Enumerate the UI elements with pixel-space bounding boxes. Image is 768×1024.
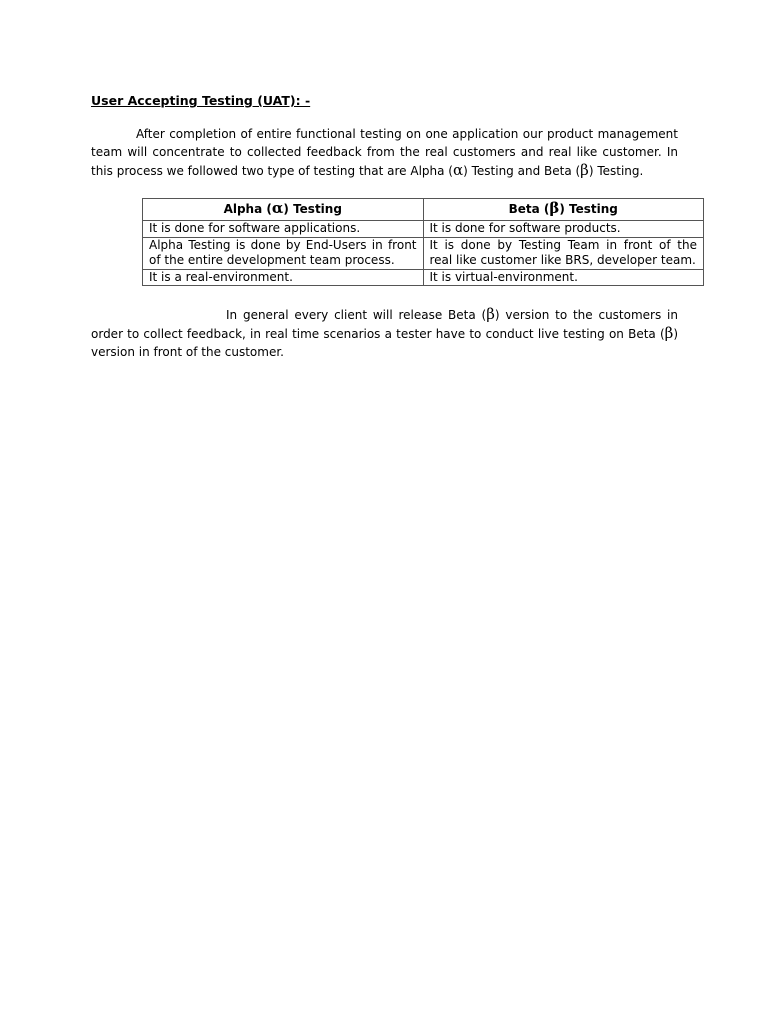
section-heading: User Accepting Testing (UAT): - (91, 93, 311, 108)
intro-text-2: ) Testing and Beta ( (463, 164, 581, 178)
header-beta-testing (423, 199, 704, 221)
table-row (143, 221, 704, 238)
conclusion-paragraph (91, 305, 678, 361)
conclusion-text-1: In general every client will release Beta ( (226, 308, 487, 322)
alpha-cell: Alpha Testing is done by End-Users in front of the entire development team process. (143, 237, 424, 269)
header-beta-symbol: β (549, 199, 560, 218)
beta-cell: It is done for software products. (423, 221, 704, 238)
beta-symbol: β (664, 324, 674, 342)
table-header-row (143, 199, 704, 221)
document-page (91, 92, 697, 361)
header-alpha-suffix: ) Testing (283, 202, 342, 217)
beta-symbol: β (580, 161, 589, 179)
conclusion-text-3: ) version in front of the customer. (91, 327, 678, 359)
conclusion-text-2: ) version to the customers in order to collect feedback, in real time scenarios a tester have to conduct live testing on Beta ( (91, 308, 678, 341)
header-beta-prefix: Beta ( (508, 202, 550, 217)
intro-text-1: After completion of entire functional testing on one application our product management team will concentrate to collected feedback from the real customers and real like customer. In this process we followed two type of testing that are Alpha ( (91, 127, 678, 178)
table-row (143, 237, 704, 269)
alpha-symbol: α (452, 161, 464, 179)
comparison-table (142, 198, 704, 286)
alpha-cell: It is done for software applications. (143, 221, 424, 238)
intro-text-3: ) Testing. (588, 164, 644, 178)
table-row (143, 269, 704, 286)
beta-symbol: β (486, 305, 495, 323)
header-alpha-testing (143, 199, 424, 221)
alpha-cell: It is a real-environment. (143, 269, 424, 286)
intro-paragraph (91, 125, 678, 180)
header-alpha-symbol: α (271, 199, 284, 218)
header-alpha-prefix: Alpha ( (223, 202, 272, 217)
beta-cell: It is virtual-environment. (423, 269, 704, 286)
beta-cell: It is done by Testing Team in front of the real like customer like BRS, developer team. (423, 237, 704, 269)
header-beta-suffix: ) Testing (559, 202, 618, 217)
